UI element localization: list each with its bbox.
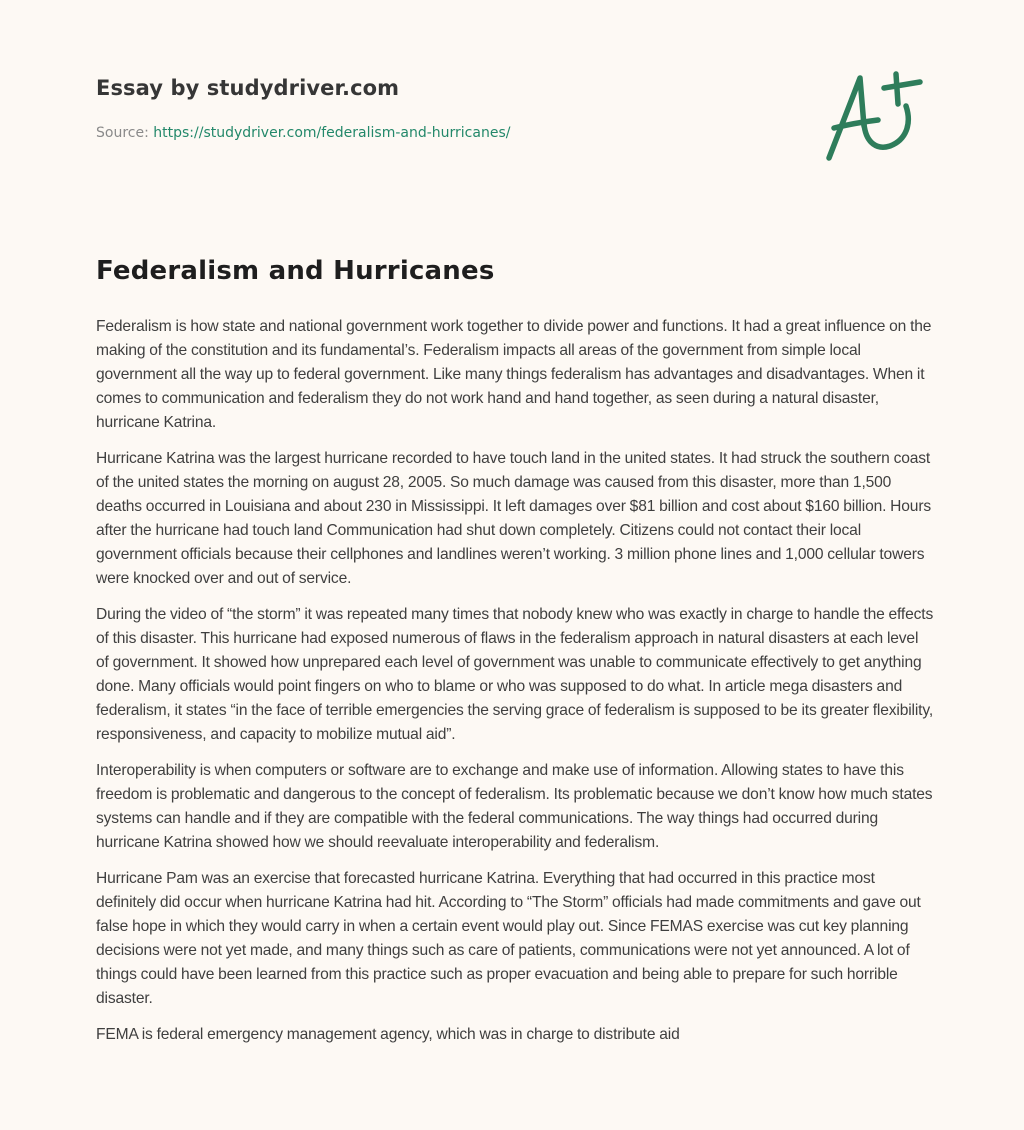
page-header [96,76,716,141]
essay-paragraph-3: During the video of “the storm” it was repeated many times that nobody knew who was exactly in charge to handle the effects of this disaster. This hurricane had exposed numerous of flaws in the federalism approach in natural disasters at each level of government. It showed how unprepared each level of government was unable to communicate effectively to get anything done. Many officials would point fingers on who to blame or who was supposed to do what. In article mega disasters and federalism, it states “in the face of terrible emergencies the serving grace of federalism is supposed to be its greater flexibility, responsiveness, and capacity to mobilize mutual aid”. [96,606,934,743]
essay-paragraph-4: Interoperability is when computers or software are to exchange and make use of information. Allowing states to have this freedom is problematic and dangerous to the concept of federalism. Its problematic because we don’t know how much states systems can handle and if they are compatible with the federal communications. The way things had occurred during hurricane Katrina showed how we should reevaluate interoperability and federalism. [96,762,933,851]
site-title: Essay by studydriver.com [96,76,400,100]
essay-paragraph-2: Hurricane Katrina was the largest hurricane recorded to have touch land in the united states. It had struck the southern coast of the united states the morning on august 28, 2005. So much damage was caused from this disaster, more than 1,500 deaths occurred in Louisiana and about 230 in Mississippi. It left damages over $81 billion and cost about $160 billion. Hours after the hurricane had touch land Communication had shut down completely. Citizens could not contact their local government officials because their cellphones and landlines weren’t working. 3 million phone lines and 1,000 cellular towers were knocked over and out of service. [96,450,932,587]
essay-paragraph-6: FEMA is federal emergency management agency, which was in charge to distribute aid [96,1026,680,1043]
essay-paragraph-5: Hurricane Pam was an exercise that forecasted hurricane Katrina. Everything that had occurred in this practice most definitely did occur when hurricane Katrina had hit. According to “The Storm” officials had made commitments and gave out false hope in which they would carry in when a certain event would play out. Since FEMAS exercise was cut key planning decisions were not yet made, and many things such as care of patients, communications were not yet announced. A lot of things could have been learned from this practice such as proper evacuation and being able to prepare for such horrible disaster. [96,870,921,1007]
source-link[interactable]: https://studydriver.com/federalism-and-hurricanes/ [153,125,511,141]
essay-paragraph-1: Federalism is how state and national government work together to divide power and functions. It had a great influence on the making of the constitution and its fundamental’s. Federalism impacts all areas of the government from simple local government all the way up to federal government. Like many things federalism has advantages and disadvantages. When it comes to communication and federalism they do not work hand and hand together, as seen during a natural disaster, hurricane Katrina. [96,318,932,431]
a-plus-grade-icon [820,66,930,166]
essay-body [96,315,934,1059]
source-line [96,125,716,141]
source-label: Source: [96,125,154,141]
essay-title: Federalism and Hurricanes [96,256,495,286]
